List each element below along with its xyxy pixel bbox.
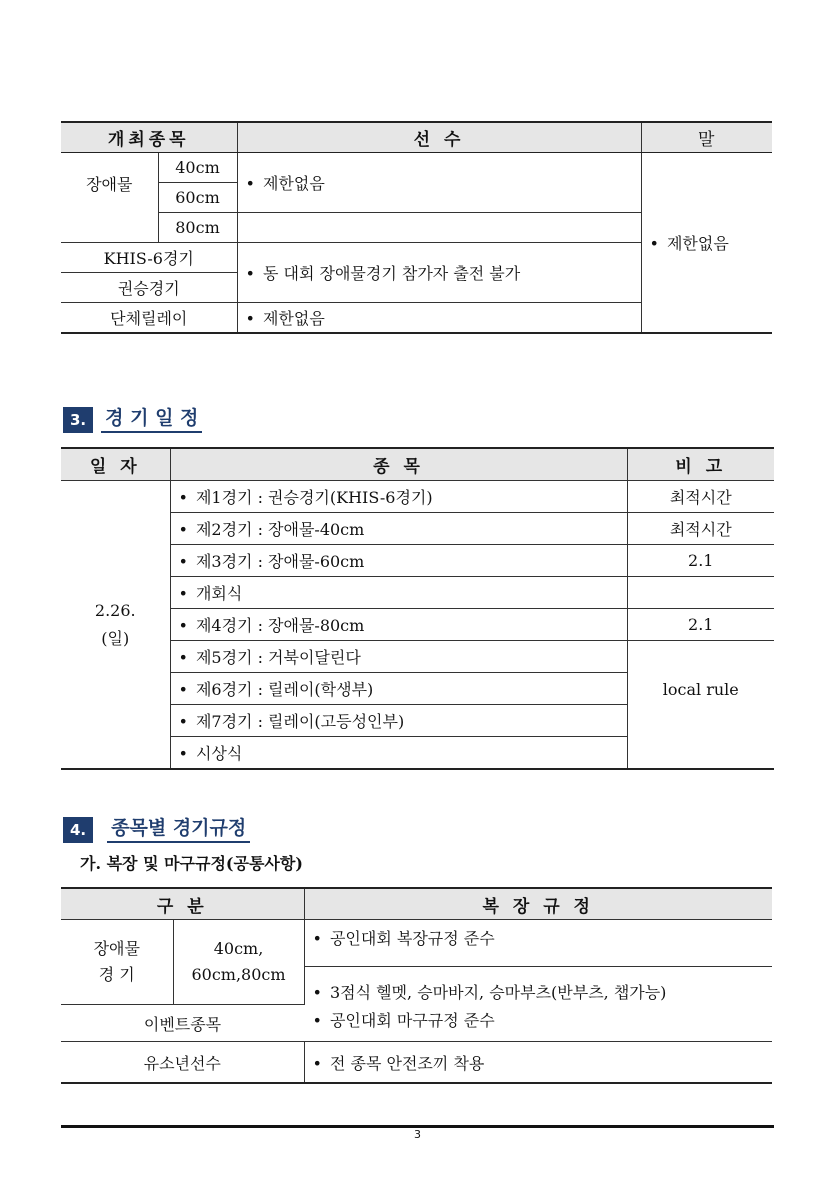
team-relay-value: • 제한없음 (237, 303, 641, 334)
schedule-table (61, 447, 774, 770)
section-number: 3. (63, 407, 93, 433)
header-note: 비 고 (627, 448, 774, 481)
header-category: 구 분 (61, 888, 304, 920)
youth-rule: • 전 종목 안전조끼 착용 (304, 1042, 772, 1084)
youth-label: 유소년선수 (61, 1042, 304, 1084)
list-item: • 시상식 (170, 737, 627, 770)
team-relay-label: 단체릴레이 (61, 303, 237, 334)
height-80-rider (237, 213, 641, 243)
list-item: • 제5경기 : 거북이달린다 (170, 641, 627, 673)
rule-dress: • 공인대회 복장규정 준수 (304, 920, 772, 967)
list-item: • 제3경기 : 장애물-60cm (170, 545, 627, 577)
header-date: 일 자 (61, 448, 170, 481)
height-40: 40cm (158, 153, 237, 183)
section-4-heading (63, 813, 250, 843)
obstacle-label: 장애물 경 기 (61, 920, 173, 1005)
list-item: • 제4경기 : 장애물-80cm (170, 609, 627, 641)
note (627, 577, 774, 609)
header-rule: 복 장 규 정 (304, 888, 772, 920)
list-item: • 제7경기 : 릴레이(고등성인부) (170, 705, 627, 737)
list-item: • 제6경기 : 릴레이(학생부) (170, 673, 627, 705)
header-event: 개최종목 (61, 122, 237, 153)
horse-no-limit: • 제한없음 (641, 153, 772, 334)
schedule-date: 2.26. (일) (61, 481, 170, 770)
rule-gear: • 3점식 헬멧, 승마바지, 승마부츠(반부츠, 챕가능) • 공인대회 마구규정 준수 (304, 967, 772, 1042)
section-title: 종목별 경기규정 (107, 813, 250, 843)
dress-code-table (61, 887, 772, 1084)
subsection-title: 가. 복장 및 마구규정(공통사항) (80, 854, 303, 873)
height-80: 80cm (158, 213, 237, 243)
note: 최적시간 (627, 513, 774, 545)
header-event: 종 목 (170, 448, 627, 481)
merged-note: local rule (627, 641, 774, 770)
height-60: 60cm (158, 183, 237, 213)
note: 2.1 (627, 545, 774, 577)
section-title: 경 기 일 정 (101, 403, 202, 433)
note: 최적시간 (627, 481, 774, 513)
section-number: 4. (63, 817, 93, 843)
obstacle-heights: 40cm, 60cm,80cm (173, 920, 304, 1005)
khis-label: KHIS-6경기 (61, 243, 237, 273)
note: 2.1 (627, 609, 774, 641)
eligibility-table (61, 121, 772, 334)
obstacle-label: 장애물 (61, 153, 158, 243)
section-3-heading (63, 403, 202, 433)
list-item: • 제1경기 : 권승경기(KHIS-6경기) (170, 481, 627, 513)
list-item: • 제2경기 : 장애물-40cm (170, 513, 627, 545)
list-item: • 개회식 (170, 577, 627, 609)
rider-no-limit: • 제한없음 (237, 153, 641, 213)
page-number: 3 (414, 1128, 421, 1141)
event-label: 이벤트종목 (61, 1005, 304, 1042)
header-horse: 말 (641, 122, 772, 153)
kwonseung-label: 권승경기 (61, 273, 237, 303)
header-rider: 선 수 (237, 122, 641, 153)
restriction: • 동 대회 장애물경기 참가자 출전 불가 (237, 243, 641, 303)
